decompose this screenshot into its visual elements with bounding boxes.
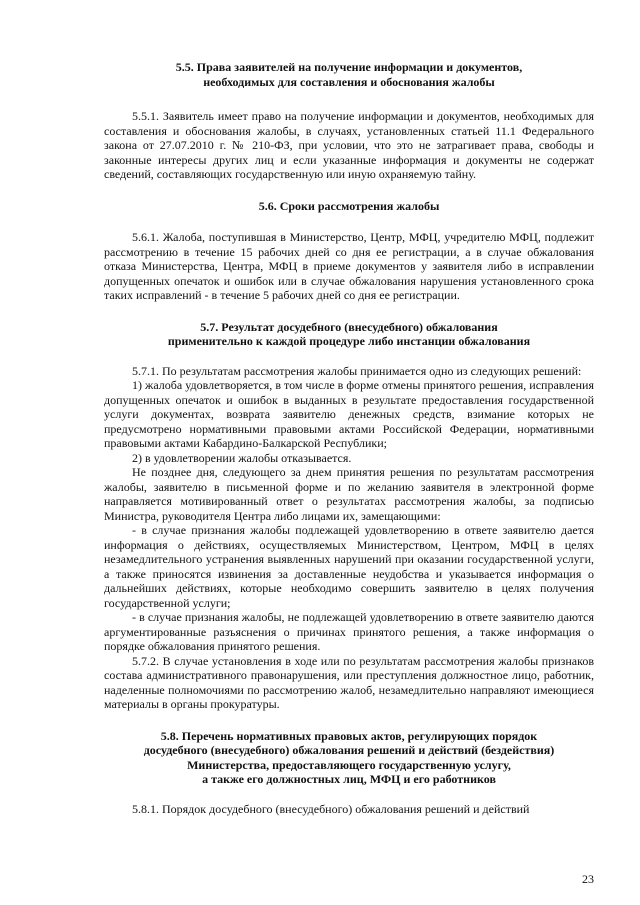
paragraph-response: Не позднее дня, следующего за днем принятия решения по результатам рассмотрения жалобы, заявителю в письменной форме и по желанию заявителя в электронной форме направляется мотивированный ответ о результатах рассмотрения жалобы, за подписью Министра, руководителя Центра либо лицами их, замещающими: [104,465,594,523]
paragraph-decision-2: 2) в удовлетворении жалобы отказывается. [132,450,352,465]
paragraph-5-6-1: 5.6.1. Жалоба, поступившая в Министерство, Центр, МФЦ, учредителю МФЦ, подлежит рассмотрению в течение 15 рабочих дней со дня ее регистрации, а в случае обжалования отказа Министерства, Центра, МФЦ в приеме документов у заявителя либо в исправлении допущенных опечаток и ошибок или в случае обжалования нарушения установленного срока таких исправлений - в течение 5 рабочих дней со дня ее регистрации. [104,230,594,302]
section-5-7-heading [104,320,594,349]
paragraph-5-7-2: 5.7.2. В случае установления в ходе или по результатам рассмотрения жалобы признаков состава административного правонарушения, или преступления должностное лицо, работник, наделенные полномочиями по рассмотрению жалоб, незамедлительно направляют имеющиеся материалы в органы прокуратуры. [104,653,594,711]
page-content [104,60,594,816]
section-5-6-heading [104,199,594,214]
section-5-8-heading [104,729,594,787]
heading-line: Министерства, предоставляющего государственную услугу, [187,757,511,772]
heading-line: необходимых для составления и обоснования жалобы [203,74,495,89]
heading-line: а также его должностных лиц, МФЦ и его работников [202,772,496,786]
paragraph-5-5-1: 5.5.1. Заявитель имеет право на получение информации и документов, необходимых для составления и обоснования жалобы, в случаях, установленных статьей 11.1 Федерального закона от 27.07.2010 г. № 210-ФЗ, при условии, что это не затрагивает права, свободы и законные интересы других лиц и если указанные информация и документы не содержат сведений, составляющих государственную или иную охраняемую тайну. [104,109,594,181]
section-5-5-heading [104,60,594,89]
heading-line: 5.6. Сроки рассмотрения жалобы [258,198,440,213]
heading-line: досудебного (внесудебного) обжалования решений и действий (бездействия) [143,743,555,757]
page-number: 23 [582,872,594,886]
paragraph-bullet-rejected: - в случае признания жалобы, не подлежащей удовлетворению в ответе заявителю даются аргументированные разъяснения о причинах принятого решения, а также информация о порядке обжалования принятого решения. [104,610,594,653]
heading-line: 5.8. Перечень нормативных правовых актов, регулирующих порядок [160,728,538,743]
paragraph-bullet-satisfied: - в случае признания жалобы подлежащей удовлетворению в ответе заявителю дается информация о действиях, осуществляемых Министерством, Центром, МФЦ в целях незамедлительного устранения выявленных нарушений при оказании государственной услуги, а также приносятся извинения за доставленные неудобства и указывается информация о дальнейших действиях, которые необходимо совершить заявителю в целях получения государственной услуги; [104,523,594,610]
paragraph-decision-1: 1) жалоба удовлетворяется, в том числе в форме отмены принятого решения, исправления допущенных опечаток и ошибок в выданных в результате предоставления государственной услуги документах, возврата заявителю денежных средств, взимание которых не предусмотрено нормативными правовыми актами Российской Федерации, нормативными правовыми актами Кабардино-Балкарской Республики; [104,378,594,450]
paragraph-5-7-1: 5.7.1. По результатам рассмотрения жалобы принимается одно из следующих решений: [132,363,582,378]
heading-line: применительно к каждой процедуре либо инстанции обжалования [167,334,531,348]
paragraph-5-8-1: 5.8.1. Порядок досудебного (внесудебного) обжалования решений и действий [132,801,530,816]
heading-line: 5.5. Права заявителей на получение информации и документов, [175,60,523,74]
heading-line: 5.7. Результат досудебного (внесудебного) обжалования [200,319,498,334]
